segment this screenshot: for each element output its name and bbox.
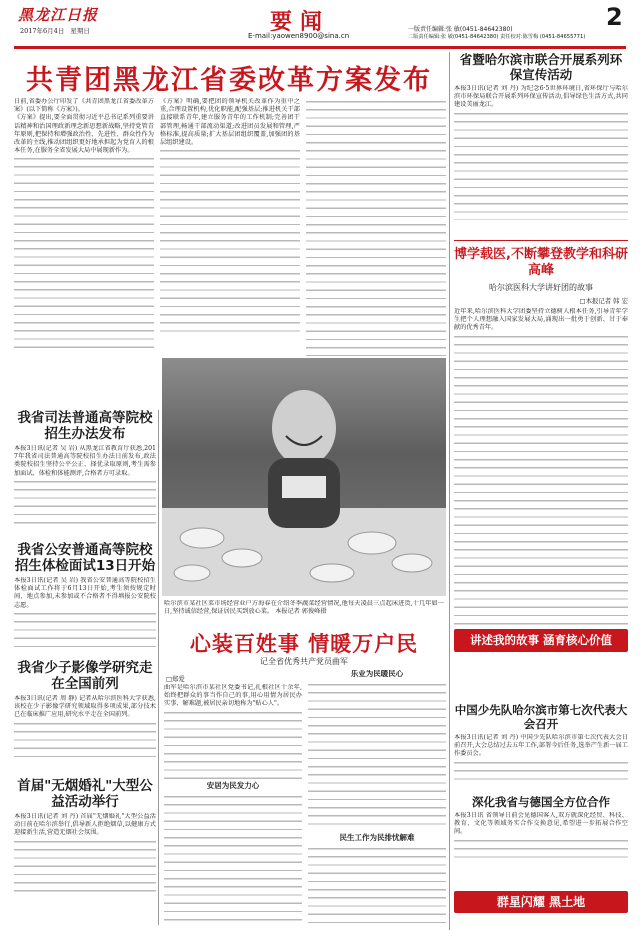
lead-paragraph-3: 《方案》明确,要把团的领导机关改革作为重中之重,合理设置机构,优化职能,配强基层;推进机关干部直接联系青年,建立服务青年的工作机制;完善团干部管理,畅通干部流动渠道;改进团员发展和管理,严格标准,提高质量;扩大基层团组织覆盖,加强团的基层组织建设。: [160, 98, 300, 147]
text-filler: [454, 110, 628, 220]
news-body: 本报3日讯(记者 周 静) 记者从哈尔滨医科大学获悉,该校在少子影像学研究领域取得多项成果,部分技术已在临床推广应用,研究水平走在全国前列。: [14, 695, 156, 719]
news-body: 本报3日讯(记者 刘 丹) 为纪念6·5世界环境日,省环保厅与哈尔滨市环保局联合开展系列环保宣传活动,倡导绿色生活方式,共同建设美丽龙江。: [454, 85, 628, 109]
feature-author: □郑爱: [166, 675, 185, 683]
lead-body-col-1: [14, 98, 154, 408]
news-item: [454, 795, 628, 891]
news-item: [14, 660, 156, 778]
feature-col-1: [164, 684, 302, 929]
news-item: [14, 542, 156, 660]
text-filler: [454, 333, 628, 625]
news-headline: 首届"无烟婚礼"大型公益活动举行: [17, 778, 153, 810]
right-news-column: [454, 52, 628, 932]
news-headline: 中国少先队哈尔滨市第七次代表大会召开: [454, 703, 628, 731]
news-subhead: 哈尔滨医科大学讲好团的故事: [489, 283, 593, 292]
feature-section-heading: 乐业为民暖民心: [350, 670, 404, 678]
bottom-banner-title: 群星闪耀 黑土地: [496, 895, 586, 909]
feature-intro: 曲军是哈尔滨市某社区党委书记,扎根社区十余年,始终把群众的事当作自己的事,用心用情为居民办实事、解难题,被居民亲切地称为"贴心人"。: [164, 684, 302, 708]
feature-photo: [162, 358, 446, 596]
banner-title: 讲述我的故事 涵育核心价值: [469, 632, 612, 647]
issue-date-line: [20, 26, 90, 35]
masthead: [0, 0, 640, 48]
text-filler: [14, 478, 156, 530]
photo-caption: 哈尔滨市某社区菜市场经营业户方海春在介绍冬季蔬菜经营情况,他每天凌晨三点起床进货,十几年如一日,坚持诚信经营,保证居民买到放心菜。 本报记者 郭俊峰摄: [164, 600, 444, 615]
news-body: 本报3日讯(记者 刘 丹) 首届"无烟婚礼"大型公益活动日前在哈尔滨举行,倡导新人拒绝烟草,以健康方式迎接新生活,营造无烟社会氛围。: [14, 813, 156, 837]
text-filler: [164, 793, 302, 923]
feature-section-heading: 安居为民发力心: [206, 780, 260, 790]
text-filler: [160, 147, 300, 337]
feature-section-heading: 民生工作为民排忧解难: [339, 833, 415, 843]
section-title: 要闻: [270, 10, 331, 35]
news-headline: 深化我省与德国全方位合作: [472, 795, 610, 809]
news-item: [454, 52, 628, 238]
editor-credit-2: 二版责任编辑:张 敏(0451-84642380) 责任校对:陈雪梅 (0451-84655771): [408, 34, 586, 40]
page-number: 2: [606, 3, 623, 31]
news-item: [454, 247, 628, 703]
story-banner: [454, 629, 628, 652]
lead-headline: 共青团黑龙江省委改革方案发布: [26, 65, 432, 96]
news-headline: 我省司法普通高等院校招生办法发布: [17, 410, 153, 442]
lead-paragraph-2: 《方案》提出,要全面贯彻习近平总书记系列重要讲话精神和治国理政新理念新思想新战略,坚持党管青年原则,把保持和增强政治性、先进性、群众性作为改革的主线,推动团组织更好地承担起为党育人的根本任务,在服务全省发展大局中展现新作为。: [14, 114, 154, 155]
column-divider: [158, 410, 159, 925]
news-item: [14, 778, 156, 918]
news-headline: 我省公安普通高等院校招生体检面试13日开始: [14, 542, 156, 574]
news-headline: 省暨哈尔滨市联合开展系列环保宣传活动: [459, 52, 623, 82]
text-filler: [14, 610, 156, 650]
left-news-column: [14, 410, 156, 930]
lead-paragraph-1: 日前,省委办公厅印发了《共青团黑龙江省委改革方案》(以下简称《方案》)。: [14, 98, 154, 114]
lead-body-col-2: [160, 98, 300, 356]
news-body: 本报3日讯(记者 吴 岩) 我省公安普通高等院校招生体检面试工作将于6月13日开始,考生须按规定时间、地点参加,未参加或不合格者不得填报公安院校志愿。: [14, 577, 156, 609]
editor-credit-1: 一版责任编辑:张 敏(0451-84642380): [408, 26, 513, 33]
news-item: [454, 703, 628, 795]
lead-body-col-3: [306, 98, 446, 356]
news-item: [14, 410, 156, 542]
feature-col-2: [308, 670, 446, 929]
news-body: 本报3日讯(记者 吴 岩) 从黑龙江省教育厅获悉,2017年我省司法普通高等院校招生办法日前发布,政法类院校招生坚持公平公正、择优录取原则,考生需参加面试、体检和体能测评,合格者方可录取。: [14, 445, 156, 477]
text-filler: [308, 845, 446, 929]
section-email: E-mail:yaowen8900@sina.cn: [248, 32, 350, 40]
feature-subhead: 记全省优秀共产党员曲军: [260, 657, 348, 666]
text-filler: [164, 709, 302, 779]
column-divider: [449, 52, 450, 930]
masthead-rule: [14, 46, 626, 49]
text-filler: [308, 681, 446, 831]
bottom-banner: [454, 891, 628, 913]
text-filler: [14, 720, 156, 760]
news-author: □本报记者 韩 宏: [579, 297, 628, 305]
text-filler: [454, 837, 628, 863]
news-headline: 博学载医,不断攀登教学和科研高峰: [454, 247, 628, 278]
issue-weekday: 星期日: [70, 27, 90, 35]
vendor-photo-illustration: [162, 358, 446, 596]
paper-name-logo: 黑龙江日报: [18, 6, 99, 24]
section-rule: [454, 240, 628, 241]
news-body: 本报3日讯 省领导日前会见德国客人,双方就深化经贸、科技、教育、文化等领域务实合作交换意见,希望进一步拓展合作空间。: [454, 812, 628, 836]
text-filler: [454, 759, 628, 781]
news-body: 近年来,哈尔滨医科大学团委坚持立德树人根本任务,引导青年学生把个人理想融入国家发展大局,涌现出一批勇于创新、甘于奉献的优秀青年。: [454, 308, 628, 332]
news-headline: 我省少子影像学研究走在全国前列: [17, 660, 153, 692]
news-body: 本报3日讯(记者 刘 丹) 中国少先队哈尔滨市第七次代表大会日前召开,大会总结过去五年工作,部署今后任务,选举产生新一届工作委员会。: [454, 734, 628, 758]
issue-date: 2017年6月4日: [20, 27, 65, 35]
text-filler: [14, 155, 154, 355]
feature-headline: 心装百姓事 情暖万户民: [189, 632, 419, 656]
text-filler: [14, 838, 156, 898]
